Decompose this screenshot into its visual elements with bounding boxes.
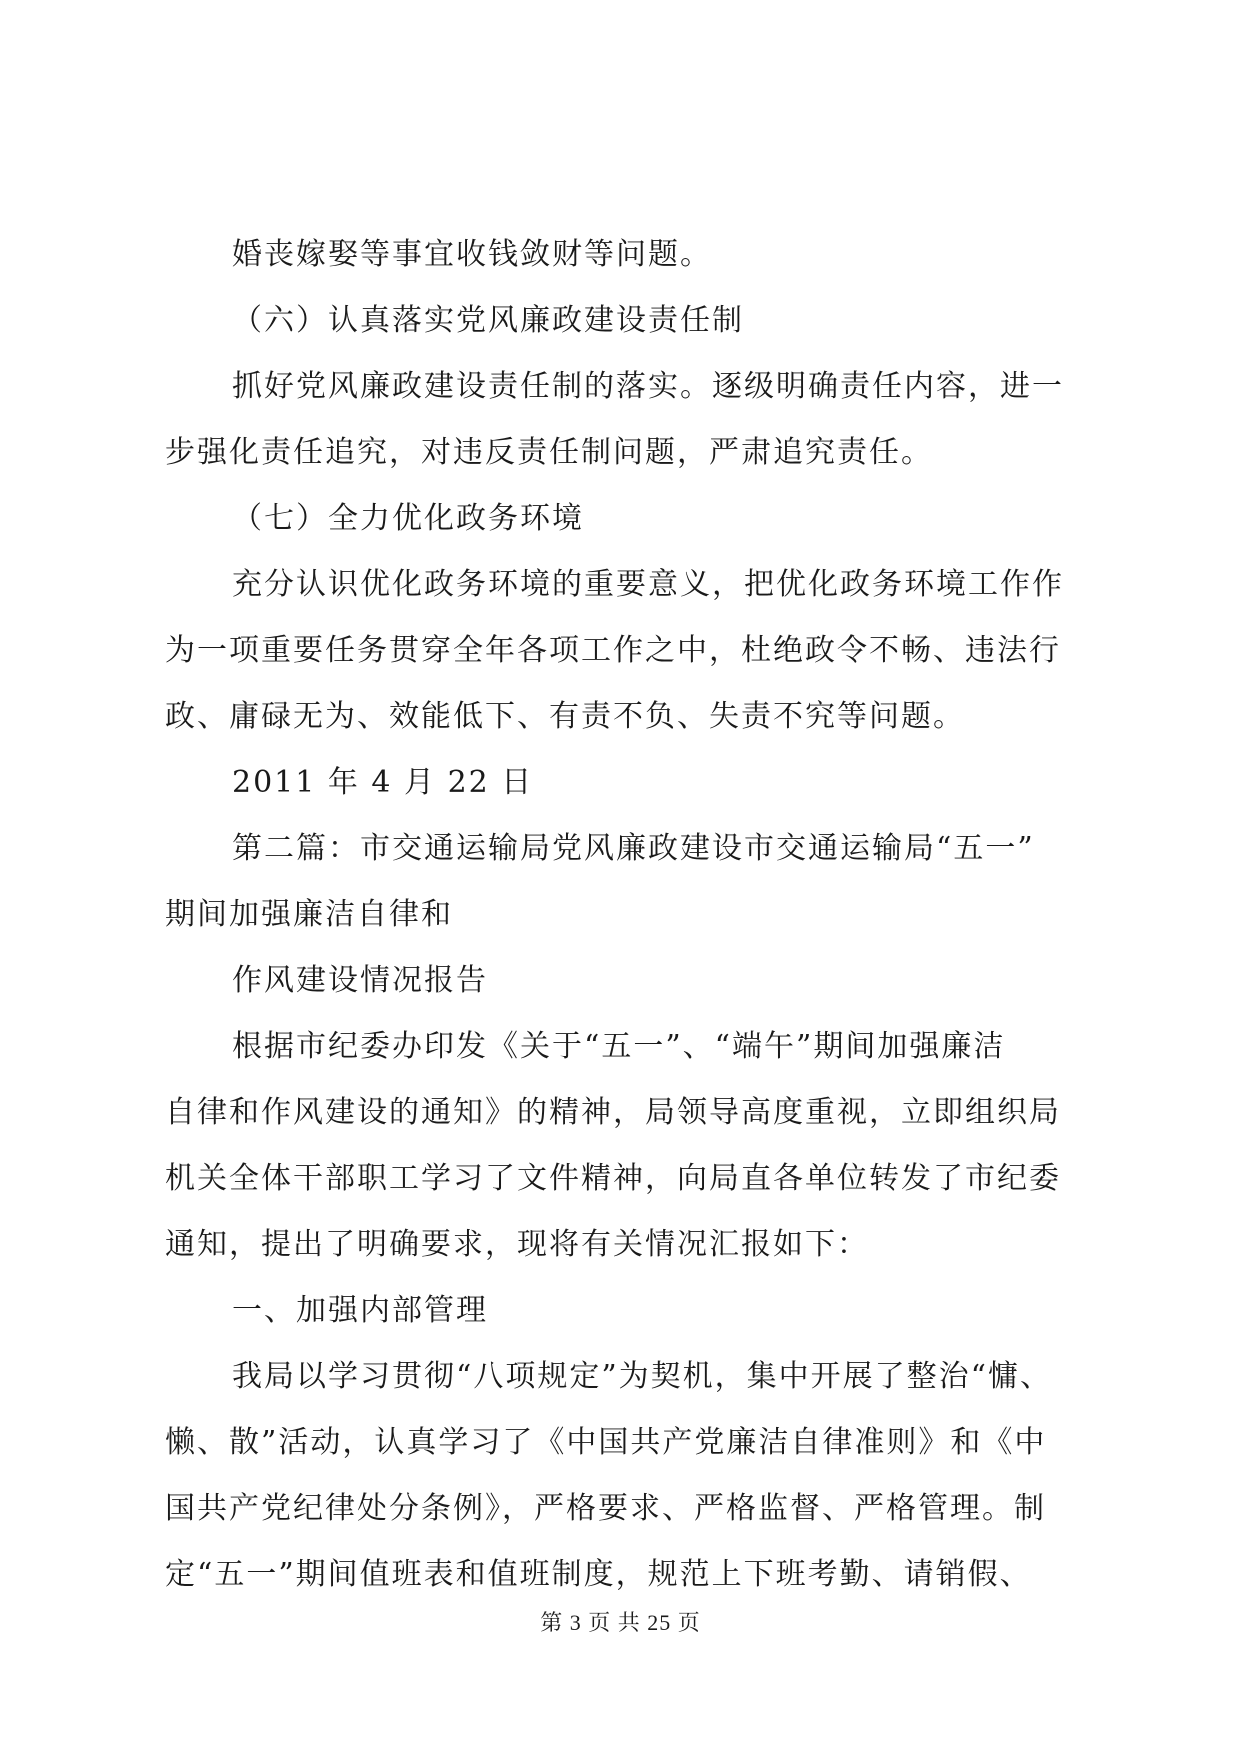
paragraph-line: 通知，提出了明确要求，现将有关情况汇报如下： xyxy=(165,1227,869,1262)
section-heading-6: （六）认真落实党风廉政建设责任制 xyxy=(232,303,744,338)
document-body xyxy=(165,230,1085,1616)
paragraph-line: 为一项重要任务贯穿全年各项工作之中，杜绝政令不畅、违法行 xyxy=(165,633,1061,668)
article-title-line: 第二篇：市交通运输局党风廉政建设市交通运输局“五一” xyxy=(232,831,1035,866)
section-heading-7: （七）全力优化政务环境 xyxy=(232,501,584,536)
section-heading-1: 一、加强内部管理 xyxy=(232,1293,488,1328)
paragraph-line: 婚丧嫁娶等事宜收钱敛财等问题。 xyxy=(232,237,712,272)
page-number-footer: 第 3 页 共 25 页 xyxy=(540,1610,701,1635)
paragraph-line: 根据市纪委办印发《关于“五一”、“端午”期间加强廉洁 xyxy=(232,1029,1006,1064)
paragraph-line: 步强化责任追究，对违反责任制问题，严肃追究责任。 xyxy=(165,435,933,470)
paragraph-line: 机关全体干部职工学习了文件精神，向局直各单位转发了市纪委 xyxy=(165,1161,1061,1196)
paragraph-line: 充分认识优化政务环境的重要意义，把优化政务环境工作作 xyxy=(232,567,1064,602)
paragraph-line: 自律和作风建设的通知》的精神，局领导高度重视，立即组织局 xyxy=(165,1095,1061,1130)
paragraph-line: 我局以学习贯彻“八项规定”为契机，集中开展了整治“慵、 xyxy=(232,1359,1053,1394)
paragraph-line: 政、庸碌无为、效能低下、有责不负、失责不究等问题。 xyxy=(165,699,965,734)
paragraph-line: 国共产党纪律处分条例》，严格要求、严格监督、严格管理。制 xyxy=(165,1491,1046,1526)
article-title-line: 期间加强廉洁自律和 xyxy=(165,897,453,932)
paragraph-line: 定“五一”期间值班表和值班制度，规范上下班考勤、请销假、 xyxy=(165,1557,1032,1592)
paragraph-line: 抓好党风廉政建设责任制的落实。逐级明确责任内容，进一 xyxy=(232,369,1064,404)
document-date: 2011 年 4 月 22 日 xyxy=(232,765,534,800)
paragraph-line: 懒、散”活动，认真学习了《中国共产党廉洁自律准则》和《中 xyxy=(165,1425,1047,1460)
article-subtitle: 作风建设情况报告 xyxy=(232,963,488,998)
